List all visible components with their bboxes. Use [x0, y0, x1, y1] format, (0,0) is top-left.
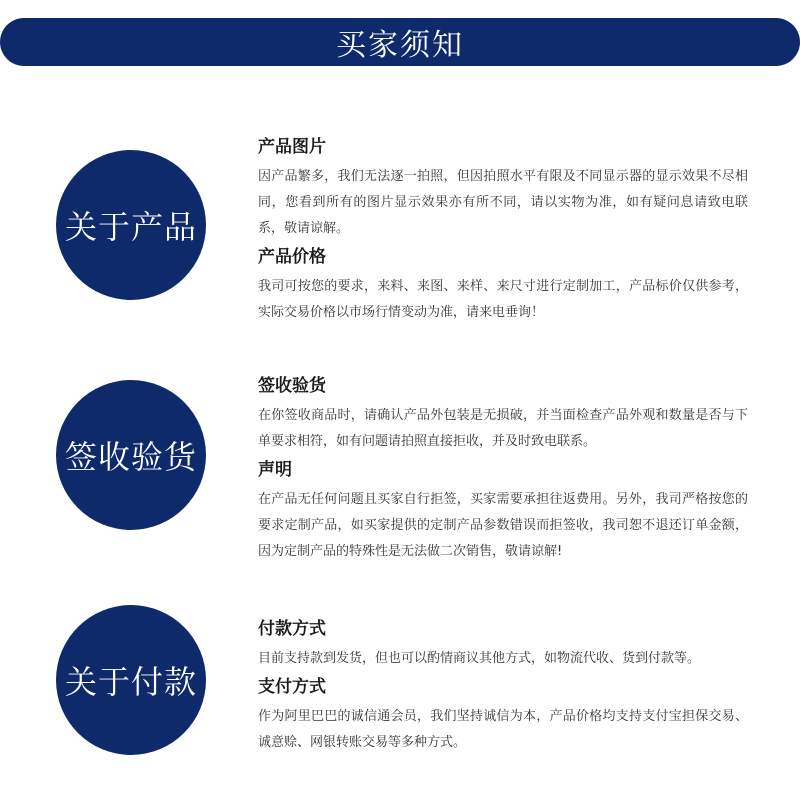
section-badge-about-payment: [56, 605, 206, 755]
section-badge-label: 关于付款: [64, 663, 197, 701]
item-title-product-images: 产品图片: [258, 137, 326, 157]
item-body-statement: 在产品无任何问题且买家自行拒签，买家需要承担往返费用。另外，我司严格按您的要求定制产品，如买家提供的定制产品参数错误而拒签收，我司恕不退还订单金额，因为定制产品的特殊性是无法做二次销售，敬请谅解!: [258, 492, 748, 559]
section-content: [258, 136, 748, 330]
page-title: 买家须知: [336, 28, 464, 63]
section-content: [258, 618, 748, 760]
section-content: [258, 375, 748, 569]
item-body-payment-method: 目前支持款到发货，但也可以酌情商议其他方式，如物流代收、货到付款等。: [258, 651, 701, 666]
item-body-product-price: 我司可按您的要求，来料、来图、来样、来尺寸进行定制加工，产品标价仅供参考，实际交易价格以市场行情变动为准，请来电垂询！: [258, 279, 748, 320]
section-badge-about-product: [56, 150, 206, 300]
header-banner: [0, 18, 800, 66]
section-badge-label: 关于产品: [64, 208, 197, 246]
item-title-payment-options: 支付方式: [258, 677, 326, 697]
section-badge-delivery-inspection: [56, 380, 206, 530]
section-badge-label: 签收验货: [64, 438, 197, 476]
item-body-payment-options: 作为阿里巴巴的诚信通会员，我们坚持诚信为本，产品价格均支持支付宝担保交易、诚意赊、网银转账交易等多种方式。: [258, 709, 748, 750]
item-title-delivery-inspection: 签收验货: [258, 376, 326, 396]
item-title-payment-method: 付款方式: [258, 619, 326, 639]
item-body-product-images: 因产品繁多，我们无法逐一拍照，但因拍照水平有限及不同显示器的显示效果不尽相同，您看到所有的图片显示效果亦有所不同，请以实物为准，如有疑问息请致电联系，敬请谅解。: [258, 169, 748, 236]
item-title-statement: 声明: [258, 460, 292, 480]
item-title-product-price: 产品价格: [258, 247, 326, 267]
item-body-delivery-inspection: 在你签收商品时，请确认产品外包装是无损破，并当面检查产品外观和数量是否与下单要求相符，如有问题请拍照直接拒收，并及时致电联系。: [258, 408, 748, 449]
